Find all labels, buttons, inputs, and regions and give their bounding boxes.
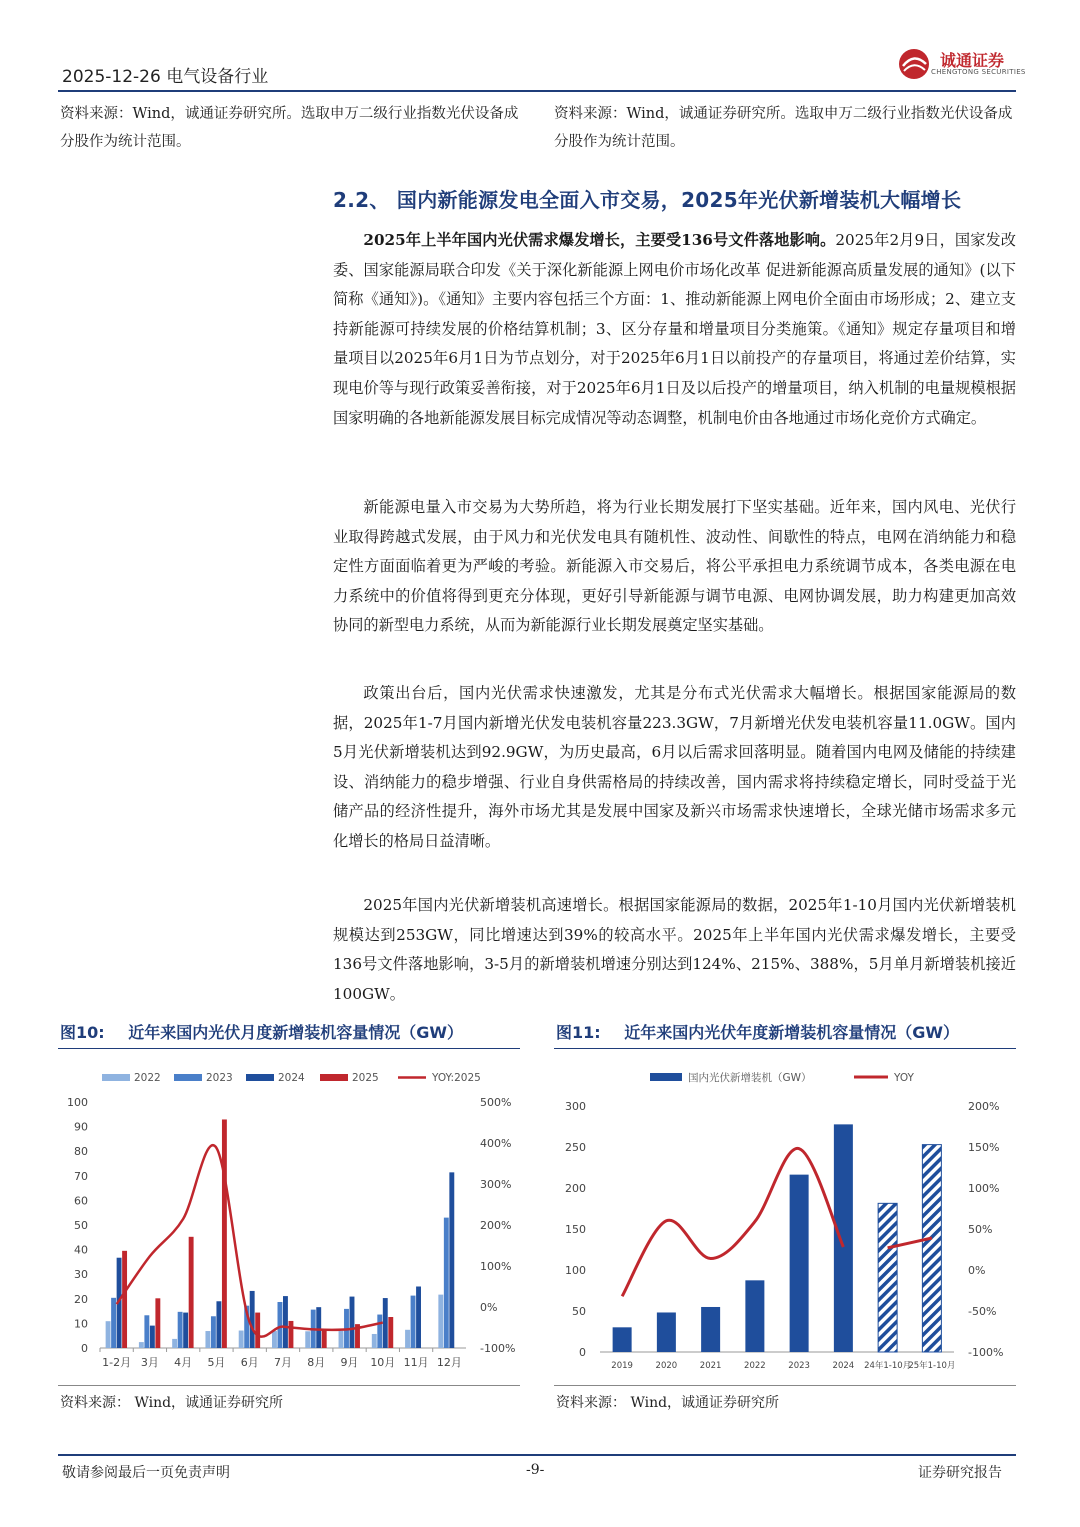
bar-2025-1-2月 (122, 1251, 127, 1348)
y2-tick-label: 400% (480, 1137, 512, 1150)
paragraph-4 (333, 891, 1016, 1009)
bar-2023-12月 (444, 1218, 449, 1348)
x-tick-label: 5月 (207, 1356, 226, 1369)
bar-2024-11月 (416, 1287, 421, 1349)
bar-2023-11月 (411, 1296, 416, 1348)
bar-2023-10月 (377, 1315, 382, 1348)
y-tick-label: 80 (74, 1145, 88, 1159)
bar-2023-1-2月 (111, 1298, 116, 1348)
legend-swatch (174, 1074, 202, 1081)
y-tick-label: 100 (565, 1264, 586, 1277)
x-tick-label: 7月 (274, 1356, 292, 1369)
bar-2023 (790, 1175, 809, 1352)
y-tick-label: 0 (579, 1346, 586, 1359)
fig10-chart (58, 1058, 520, 1380)
bar-2024-5月 (216, 1301, 221, 1348)
y2-tick-label: 100% (968, 1182, 1000, 1195)
bar-2022-11月 (405, 1330, 410, 1348)
bar-2022-8月 (305, 1331, 310, 1348)
footer-divider (58, 1454, 1016, 1456)
bar-2025-7月 (289, 1321, 294, 1348)
fig11-source: 资料来源： Wind，诚通证券研究所 (556, 1395, 780, 1411)
bar-2022-10月 (372, 1334, 377, 1348)
legend-swatch (102, 1074, 130, 1081)
bar-2025-5月 (222, 1119, 227, 1348)
bar-2022-9月 (339, 1331, 344, 1348)
fig10-source-rule (58, 1385, 520, 1386)
bar-2021 (701, 1307, 720, 1352)
bar-2022-4月 (172, 1339, 177, 1348)
header-date-industry: 2025-12-26 电气设备行业 (62, 67, 269, 87)
y2-tick-label: 500% (480, 1096, 512, 1109)
y2-tick-label: 300% (480, 1178, 512, 1191)
fig11-title-text: 近年来国内光伏年度新增装机容量情况（GW） (624, 1023, 960, 1042)
bar-2023-5月 (211, 1316, 216, 1348)
bar-2020 (657, 1312, 676, 1352)
y-tick-label: 90 (74, 1120, 88, 1134)
bar-2025-6月 (255, 1313, 260, 1348)
header-divider (58, 90, 1016, 92)
page-number: -9- (526, 1462, 545, 1478)
fig11-chart (554, 1058, 1016, 1380)
fig10-source: 资料来源： Wind，诚通证券研究所 (60, 1395, 284, 1411)
x-tick-label: 2019 (611, 1361, 633, 1371)
x-tick-label: 12月 (436, 1356, 462, 1369)
bar-2023-7月 (278, 1302, 283, 1348)
y2-tick-label: 50% (968, 1223, 993, 1236)
y-tick-label: 60 (74, 1194, 88, 1208)
legend-label: 2025 (352, 1072, 379, 1084)
y-tick-label: 10 (74, 1317, 88, 1331)
x-tick-label: 8月 (307, 1356, 326, 1369)
y2-tick-label: 100% (480, 1260, 512, 1273)
bar-25年1-10月 (922, 1145, 941, 1352)
fig11-title-rule (554, 1048, 1016, 1049)
footer-report-type: 证券研究报告 (918, 1465, 1002, 1481)
legend-label: YOY:2025 (432, 1072, 481, 1084)
legend-label: 2024 (278, 1072, 305, 1084)
x-tick-label: 6月 (240, 1356, 259, 1369)
x-tick-label: 2022 (744, 1361, 766, 1371)
fig10-title-text: 近年来国内光伏月度新增装机容量情况（GW） (128, 1023, 464, 1042)
bar-2024-3月 (150, 1326, 155, 1348)
y-tick-label: 30 (74, 1268, 88, 1282)
x-tick-label: 2024 (832, 1361, 855, 1371)
x-tick-label: 10月 (370, 1356, 396, 1369)
bar-2019 (613, 1327, 632, 1352)
paragraph-3 (333, 679, 1016, 857)
paragraph-1 (333, 226, 1016, 433)
x-tick-label: 3月 (140, 1356, 159, 1369)
bar-2023-4月 (178, 1312, 183, 1348)
bar-2022-3月 (139, 1342, 144, 1348)
paragraph-2 (333, 493, 1016, 641)
y2-tick-label: 0% (968, 1264, 986, 1277)
y2-tick-label: 150% (968, 1141, 1000, 1154)
x-tick-label: 2023 (788, 1361, 810, 1371)
bar-2024-8月 (316, 1307, 321, 1348)
y2-tick-label: 200% (968, 1100, 1000, 1113)
fig11-label: 图11: (556, 1023, 601, 1042)
yoy-line (622, 1148, 843, 1296)
y-tick-label: 70 (74, 1169, 88, 1183)
brand-name-en: CHENGTONG SECURITIES (931, 68, 1026, 76)
bar-2025-3月 (155, 1298, 160, 1348)
legend-label: 2023 (206, 1072, 233, 1084)
bar-2025-4月 (189, 1237, 194, 1348)
x-tick-label: 9月 (340, 1356, 359, 1369)
y-tick-label: 40 (74, 1243, 88, 1257)
bar-2024-10月 (383, 1298, 388, 1348)
bar-2024-12月 (449, 1172, 454, 1348)
bar-2022 (745, 1280, 764, 1352)
y-tick-label: 200 (565, 1182, 586, 1195)
legend-label: 2022 (134, 1072, 161, 1084)
x-tick-label: 1-2月 (102, 1356, 132, 1369)
fig11-source-rule (554, 1385, 1016, 1386)
y-tick-label: 50 (74, 1219, 88, 1232)
y-tick-label: 300 (565, 1100, 586, 1113)
legend-swatch (246, 1074, 274, 1081)
bar-2024 (834, 1124, 853, 1352)
y2-tick-label: 200% (480, 1219, 512, 1232)
legend-label: 国内光伏新增装机（GW） (688, 1072, 812, 1084)
bar-2022-5月 (205, 1331, 210, 1348)
legend-swatch (650, 1073, 682, 1081)
bar-2024-9月 (350, 1297, 355, 1348)
bar-2025-8月 (322, 1330, 327, 1348)
bar-2022-1-2月 (106, 1321, 111, 1348)
y2-tick-label: -50% (968, 1305, 997, 1318)
paragraph-text: 2025年2月9日，国家发改委、国家能源局联合印发《关于深化新能源上网电价市场化改革 促进新能源高质量发展的通知》(以下简称《通知》)。《通知》主要内容包括三个方面：1、推动新能源上网电价全面由市场形成；2、建立支持新能源可持续发展的价格结算机制；3、区分存量和增量项目分类施策。《通知》规定存量项目和增量项目以2025年6月1日为节点划分，对于2025年6月1日以前投产的存量项目，将通过差价结算，实现电价等与现行政策妥善衔接，对于2025年6月1日及以后投产的增量项目，纳入机制的电量规模根据国家明确的各地新能源发展目标完成情况等动态调整，机制电价由各地通过市场化竞价方式确定。 (333, 231, 1016, 427)
top-source-right: 资料来源：Wind，诚通证券研究所。选取申万二级行业指数光伏设备成分股作为统计范围。 (554, 106, 1013, 150)
x-tick-label: 2020 (655, 1361, 678, 1371)
top-source-left: 资料来源：Wind，诚通证券研究所。选取申万二级行业指数光伏设备成分股作为统计范围。 (60, 106, 519, 150)
bar-2024-7月 (283, 1296, 288, 1348)
fig10-title-rule (58, 1048, 520, 1049)
y2-tick-label: -100% (968, 1346, 1004, 1359)
x-tick-label: 25年1-10月 (908, 1361, 956, 1371)
paragraph-text: 新能源电量入市交易为大势所趋，将为行业长期发展打下坚实基础。近年来，国内风电、光伏行业取得跨越式发展，由于风力和光伏发电具有随机性、波动性、间歇性的特点，电网在消纳能力和稳定性方面面临着更为严峻的考验。新能源入市交易后，将公平承担电力系统调节成本，各类电源在电力系统中的价值将得到更充分体现，更好引导新能源与调节电源、电网协调发展，助力构建更加高效协同的新型电力系统，从而为新能源行业长期发展奠定坚实基础。 (333, 498, 1016, 635)
y-tick-label: 100 (67, 1096, 88, 1109)
x-tick-label: 4月 (174, 1356, 193, 1369)
fig10-label: 图10: (60, 1023, 105, 1042)
footer-disclaimer: 敬请参阅最后一页免责声明 (62, 1465, 230, 1481)
y-tick-label: 150 (565, 1223, 586, 1236)
legend-swatch (320, 1074, 348, 1081)
fig10-title (60, 1020, 463, 1043)
y-tick-label: 0 (81, 1342, 88, 1355)
bar-2024-6月 (250, 1291, 255, 1348)
y2-tick-label: -100% (480, 1342, 516, 1355)
bar-2024-4月 (183, 1313, 188, 1348)
y-tick-label: 250 (565, 1141, 586, 1154)
x-tick-label: 24年1-10月 (864, 1361, 912, 1371)
y2-tick-label: 0% (480, 1301, 498, 1314)
legend-label: YOY (894, 1072, 914, 1084)
bar-2022-6月 (239, 1331, 244, 1348)
x-tick-label: 11月 (403, 1356, 429, 1369)
y-tick-label: 20 (74, 1292, 88, 1306)
paragraph-lead: 2025年上半年国内光伏需求爆发增长，主要受136号文件落地影响。 (363, 231, 836, 249)
x-tick-label: 2021 (699, 1361, 722, 1371)
brand-name: 诚通证券 (940, 51, 1005, 70)
section-title: 2.2、 国内新能源发电全面入市交易，2025年光伏新增装机大幅增长 (333, 188, 962, 212)
paragraph-text: 政策出台后，国内光伏需求快速激发，尤其是分布式光伏需求大幅增长。根据国家能源局的数据，2025年1-7月国内新增光伏发电装机容量223.3GW，7月新增光伏发电装机容量11.0GW。国内5月光伏新增装机达到92.9GW，为历史最高，6月以后需求回落明显。随着国内电网及储能的持续建设、消纳能力的稳步增强、行业自身供需格局的持续改善，国内需求将持续稳定增长，同时受益于光储产品的经济性提升，海外市场尤其是发展中国家及新兴市场需求快速增长，全球光储市场需求多元化增长的格局日益清晰。 (333, 684, 1016, 850)
y-tick-label: 50 (572, 1305, 586, 1318)
fig11-title (556, 1020, 959, 1043)
bar-2025-10月 (388, 1317, 393, 1348)
bar-2022-7月 (272, 1331, 277, 1348)
bar-24年1-10月 (878, 1203, 897, 1352)
bar-2023-3月 (144, 1315, 149, 1348)
paragraph-text: 2025年国内光伏新增装机高速增长。根据国家能源局的数据，2025年1-10月国内光伏新增装机规模达到253GW，同比增速达到39%的较高水平。2025年上半年国内光伏需求爆发增长，主要受136号文件落地影响，3-5月的新增装机增速分别达到124%、215%、388%，5月单月新增装机接近100GW。 (333, 896, 1016, 1003)
bar-2022-12月 (438, 1295, 443, 1348)
